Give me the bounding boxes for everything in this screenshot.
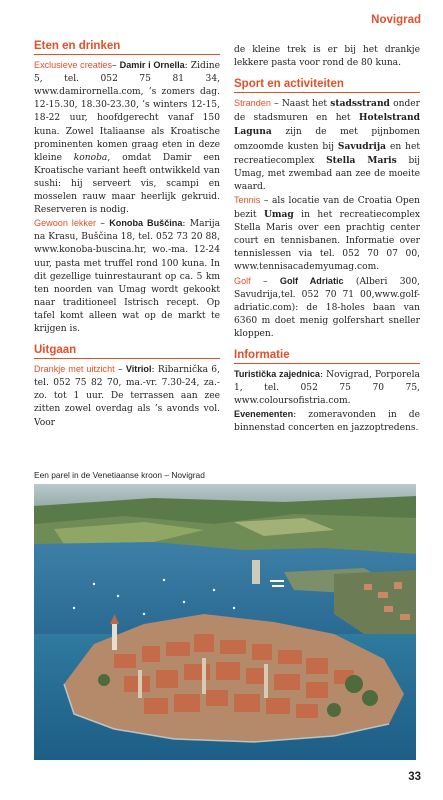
bold-term: Stella Maris bbox=[326, 154, 397, 166]
restaurant-name: Konoba Buščina bbox=[109, 218, 183, 229]
entry-italic-term: konoba bbox=[73, 152, 108, 163]
entry-label: Tennis bbox=[234, 194, 261, 205]
golf-name: Golf Adriatic bbox=[279, 275, 344, 286]
info-heading: Informatie bbox=[234, 349, 420, 364]
entry-text: – Naast het bbox=[270, 99, 331, 110]
entry-label: Exclusieve creaties bbox=[34, 60, 113, 71]
entry-text: zijn de met pijnbomen omzoomde kusten bij bbox=[234, 127, 420, 152]
bold-term: Umag bbox=[263, 209, 294, 221]
entry-name: Turistička zajednica bbox=[234, 369, 320, 380]
continued-text: de kleine trek is er bij het drankje lekkere pasta voor rond de 80 kuna. bbox=[234, 45, 420, 69]
sport-heading: Sport en activiteiten bbox=[234, 78, 420, 93]
entry-text: : Novigrad, Porporela 1, tel. 052 75 70 75, www.coloursofistria.com. bbox=[234, 370, 420, 407]
entry-text: : zomeravonden in de binnenstad concerten en jazzoptredens. bbox=[234, 410, 420, 434]
entry-text-cont: , omdat Damir een Kroatische variant heeft ontwikkeld van sushi: hij serveert vis, scampi en mosselen rauw maar heerlijk gekruid. Reserveren is nodig. bbox=[34, 152, 220, 216]
beaches-entry bbox=[234, 97, 420, 194]
photo-caption: Een parel in de Venetiaanse kroon – Novigrad bbox=[34, 470, 205, 480]
tourist-office-entry bbox=[234, 368, 420, 408]
entry-label: Gewoon lekker bbox=[34, 218, 97, 229]
entry-text: – als locatie van de Croatia Open bezit bbox=[234, 195, 420, 221]
entry-label: Drankje met uitzicht bbox=[34, 364, 115, 375]
bar-entry-vitriol bbox=[34, 363, 220, 429]
section-header: Novigrad bbox=[371, 14, 421, 26]
entry-name: Evenementen bbox=[234, 409, 294, 420]
tennis-entry bbox=[234, 194, 420, 275]
golf-entry bbox=[234, 275, 420, 341]
entry-text: in het recreatiecomplex Stella Maris over een prachtig center court en tennisbanen. Informatie over tennislessen via tel. 052 70 07 00, www.tennisacademyumag.com. bbox=[234, 210, 420, 273]
left-column bbox=[34, 40, 220, 430]
events-entry bbox=[234, 408, 420, 435]
entry-text: : Marija na Krasu, Buščina 18, tel. 052 73 20 88, www.konoba-buscina.hr, wo.-ma. 12-24 uur, pasta met truffel rond 100 kuna. In dit gezellige tuinrestaurant op ca. 5 km ten noorden van Umag wordt gekookt naar traditioneel Istrisch recept. Op tafel komt alleen wat op de markt te krijgen is. bbox=[34, 219, 221, 334]
entry-label: Stranden bbox=[234, 98, 271, 109]
entry-separator: – bbox=[250, 276, 280, 287]
entry-text: : Zidine 5, tel. 052 75 81 34, www.damirornella.com, ’s zomers dag. 12-15.30, 18.30-23.30, ’s winters 12-15, 18-22 uur, hoofdgerecht vanaf 150 kuna. Zowel Italiaanse als Kroatische prominenten komen graag eten in deze kleine bbox=[34, 61, 220, 163]
going-out-heading: Uitgaan bbox=[34, 344, 220, 359]
restaurant-name: Damir i Ornella bbox=[119, 60, 185, 71]
bold-term: Hotelstrand Laguna bbox=[234, 112, 420, 138]
bold-term: Savudrija bbox=[337, 140, 387, 152]
entry-separator: – bbox=[96, 219, 110, 230]
entry-text: (Alberi 300, Savudrija,tel. 052 70 71 00,www.golf-adriatic.com): de 18-holes baan van 6360 m doet menig golfershart sneller kloppen. bbox=[234, 276, 420, 339]
bar-name: Vitriol bbox=[125, 364, 152, 375]
right-column bbox=[234, 44, 420, 436]
aerial-photo-novigrad bbox=[34, 484, 416, 760]
restaurant-entry-buscina bbox=[34, 217, 220, 336]
page-number: 33 bbox=[408, 771, 421, 783]
entry-text: bij Umag, met zwembad aan zee de moeite waard. bbox=[234, 155, 420, 192]
entry-label: Golf bbox=[234, 275, 251, 286]
entry-text: onder de stadsmuren en het bbox=[234, 99, 420, 124]
bold-term: stadsstrand bbox=[330, 98, 390, 110]
entry-text: : Ribarnička 6, tel. 052 75 82 70, ma.-vr. 7.30-24, za.-zo. tot 1 uur. De terrassen aan zee zitten zowel overdag als ’s avonds vol. Voor bbox=[34, 365, 220, 428]
entry-text: en het recreatiecomplex bbox=[234, 141, 420, 166]
restaurant-entry-damir bbox=[34, 59, 220, 217]
eat-drink-heading: Eten en drinken bbox=[34, 40, 220, 55]
entry-separator: – bbox=[114, 365, 126, 376]
entry-separator: – bbox=[112, 61, 120, 72]
